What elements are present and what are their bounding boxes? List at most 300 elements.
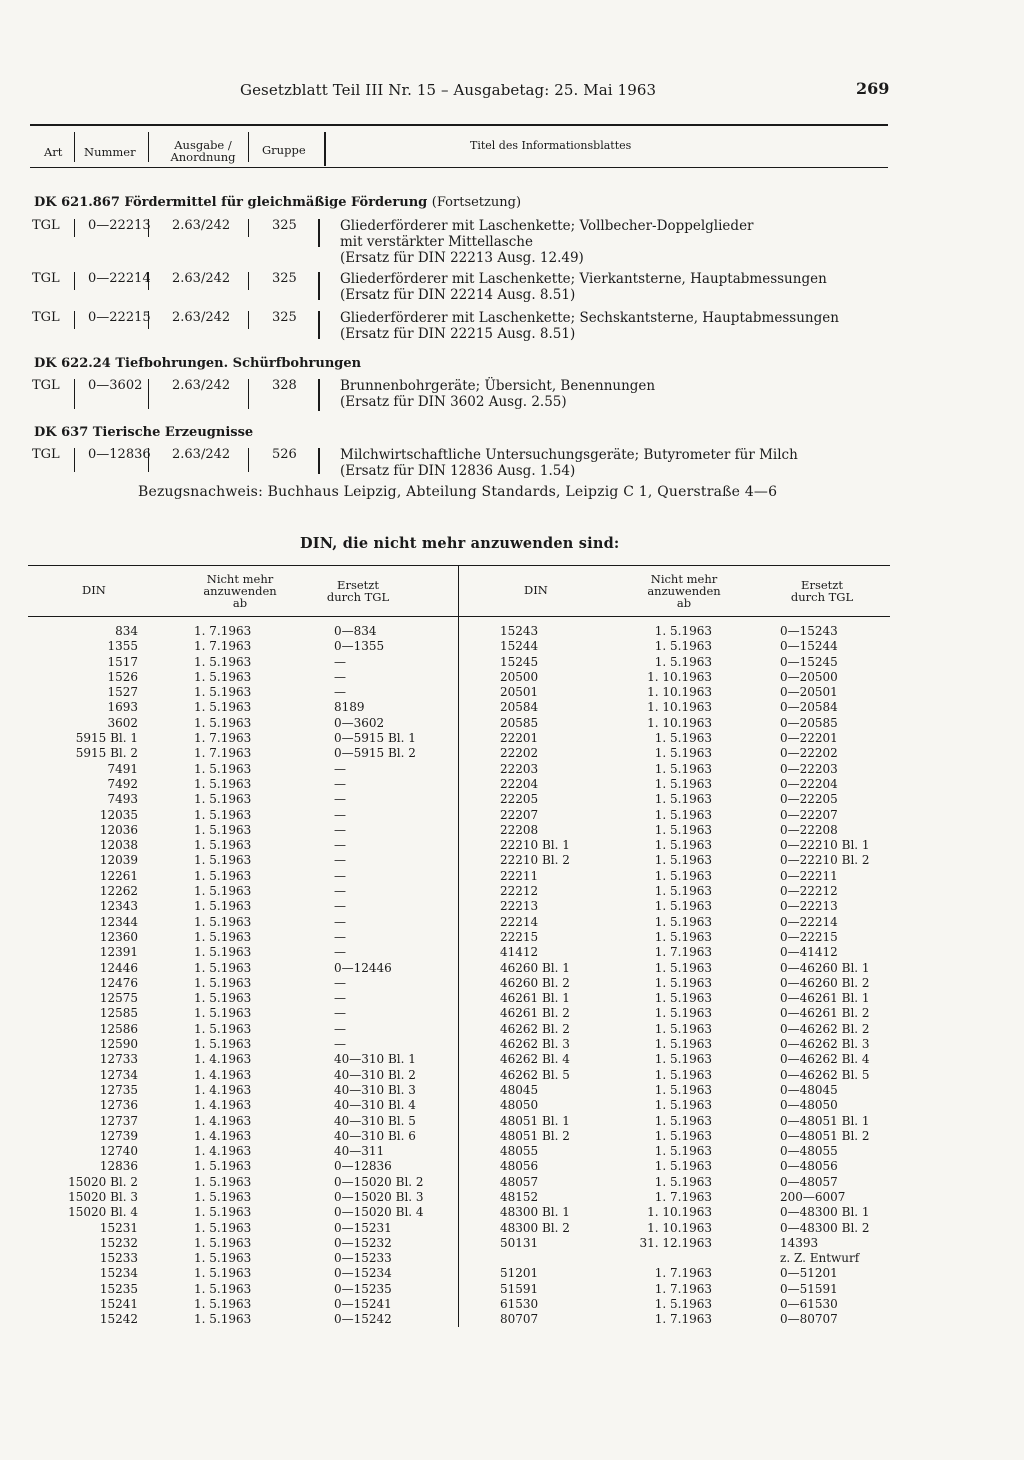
din-number: 48152	[500, 1189, 539, 1204]
nicht-mehr-ab-date: 1. 5.1963	[654, 899, 712, 914]
ersetzt-durch-tgl: 0—22212	[780, 884, 838, 899]
ersetzt-durch-tgl: 0—15020 Bl. 3	[334, 1189, 424, 1204]
ersetzt-durch-tgl: —	[334, 838, 346, 853]
entry-divider	[148, 448, 149, 472]
ersetzt-col-header	[318, 579, 398, 603]
din-table-row	[28, 639, 448, 654]
nicht-mehr-ab-date: 1. 5.1963	[654, 1144, 712, 1159]
nicht-mehr-line3: ab	[676, 596, 692, 610]
ersetzt-durch-tgl: 0—15235	[334, 1281, 392, 1296]
din-number: 12737	[99, 1113, 138, 1128]
din-number: 20585	[500, 715, 539, 730]
din-number: 48045	[500, 1082, 539, 1097]
col-header-ausgabe-line1: Ausgabe /	[174, 138, 232, 152]
entry-title-line: (Ersatz für DIN 22214 Ausg. 8.51)	[340, 287, 576, 303]
entry-number: 0—22214	[88, 271, 151, 286]
ersetzt-durch-tgl: 40—310 Bl. 5	[334, 1113, 416, 1128]
ersetzt-durch-tgl: 8189	[334, 700, 365, 715]
din-number: 22212	[500, 884, 539, 899]
din-table-row	[500, 639, 890, 654]
entry-title-line: (Ersatz für DIN 12836 Ausg. 1.54)	[340, 463, 576, 479]
ersetzt-durch-tgl: 0—46260 Bl. 1	[780, 960, 870, 975]
din-table-row	[500, 1083, 890, 1098]
entry-title-line: (Ersatz für DIN 3602 Ausg. 2.55)	[340, 394, 567, 410]
nicht-mehr-ab-date: 1. 5.1963	[194, 1159, 252, 1174]
ersetzt-line1: Ersetzt	[337, 578, 379, 592]
din-number: 7492	[107, 776, 138, 791]
ersetzt-durch-tgl: 0—12836	[334, 1159, 392, 1174]
entry-divider	[74, 448, 75, 472]
din-number: 22207	[500, 807, 539, 822]
din-number: 51201	[500, 1266, 539, 1281]
nicht-mehr-ab-date: 1. 10.1963	[647, 700, 712, 715]
din-number: 46262 Bl. 4	[500, 1052, 570, 1067]
entry-divider	[148, 379, 149, 409]
din-table-row	[500, 746, 890, 761]
din-number: 15234	[99, 1266, 138, 1281]
din-number: 46261 Bl. 1	[500, 991, 570, 1006]
din-table-center-divider	[458, 565, 459, 1327]
entry-art: TGL	[32, 310, 60, 325]
din-number: 48300 Bl. 1	[500, 1205, 570, 1220]
entry-divider	[318, 379, 320, 411]
din-table-row	[500, 1175, 890, 1190]
ersetzt-durch-tgl: 0—46262 Bl. 3	[780, 1037, 870, 1052]
ersetzt-durch-tgl: 0—48300 Bl. 1	[780, 1205, 870, 1220]
entry-divider	[318, 272, 320, 300]
din-table-row	[28, 1022, 448, 1037]
entry-art: TGL	[32, 447, 60, 462]
din-number: 15232	[99, 1235, 138, 1250]
din-number: 12733	[99, 1052, 138, 1067]
din-number: 22204	[500, 776, 539, 791]
din-table-row	[500, 1282, 890, 1297]
ersetzt-durch-tgl: —	[334, 822, 346, 837]
nicht-mehr-ab-date: 1. 10.1963	[647, 1205, 712, 1220]
din-number: 46260 Bl. 1	[500, 960, 570, 975]
ersetzt-durch-tgl: 0—22204	[780, 776, 838, 791]
din-table-row	[500, 792, 890, 807]
din-number: 48050	[500, 1098, 539, 1113]
ersetzt-durch-tgl: 0—5915 Bl. 1	[334, 731, 416, 746]
din-number: 48051 Bl. 1	[500, 1113, 570, 1128]
din-number: 46262 Bl. 3	[500, 1037, 570, 1052]
din-table-row	[28, 1236, 448, 1251]
din-table-row	[28, 1190, 448, 1205]
din-table-row	[28, 1037, 448, 1052]
din-table-row	[28, 869, 448, 884]
nicht-mehr-ab-date: 1. 5.1963	[654, 929, 712, 944]
ersetzt-durch-tgl: 0—22208	[780, 822, 838, 837]
col-header-titel: Titel des Informationsblattes	[470, 139, 632, 152]
nicht-mehr-ab-date: 1. 10.1963	[647, 715, 712, 730]
din-number: 15020 Bl. 3	[68, 1189, 138, 1204]
nicht-mehr-ab-date: 1. 5.1963	[654, 822, 712, 837]
entry-title-line: Gliederförderer mit Laschenkette; Vollbecher-Doppelglieder	[340, 218, 754, 234]
ersetzt-durch-tgl: 0—48057	[780, 1174, 838, 1189]
nicht-mehr-ab-date: 1. 5.1963	[654, 884, 712, 899]
nicht-mehr-ab-date: 1. 5.1963	[194, 1037, 252, 1052]
din-number: 12736	[99, 1098, 138, 1113]
din-number: 5915 Bl. 1	[75, 731, 138, 746]
din-table-row	[500, 899, 890, 914]
din-number: 12035	[99, 807, 138, 822]
ersetzt-durch-tgl: 40—310 Bl. 4	[334, 1098, 416, 1113]
din-table-rule-top	[28, 565, 890, 566]
nicht-mehr-ab-date: 1. 5.1963	[654, 1159, 712, 1174]
din-table-row	[28, 853, 448, 868]
entry-title	[340, 271, 827, 303]
din-table-row	[500, 853, 890, 868]
din-table-row	[28, 1266, 448, 1281]
nicht-mehr-ab-date: 1. 5.1963	[194, 654, 252, 669]
din-table-row	[28, 915, 448, 930]
din-table-row	[28, 1282, 448, 1297]
din-number: 12575	[99, 991, 138, 1006]
din-number: 15243	[500, 624, 539, 638]
din-number: 46260 Bl. 2	[500, 975, 570, 990]
ersetzt-durch-tgl: 0—22202	[780, 746, 838, 761]
ersetzt-durch-tgl: 0—51591	[780, 1281, 838, 1296]
ersetzt-durch-tgl: 0—46262 Bl. 2	[780, 1021, 870, 1036]
ersetzt-durch-tgl: —	[334, 853, 346, 868]
nicht-mehr-ab-date: 1. 5.1963	[194, 685, 252, 700]
din-number: 12262	[99, 884, 138, 899]
ersetzt-durch-tgl: 0—15232	[334, 1235, 392, 1250]
nicht-mehr-ab-date: 1. 4.1963	[194, 1082, 252, 1097]
nicht-mehr-line2: anzuwenden	[647, 584, 721, 598]
nicht-mehr-ab-date: 1. 5.1963	[194, 838, 252, 853]
entry-divider	[74, 219, 75, 237]
ersetzt-durch-tgl: —	[334, 1021, 346, 1036]
ersetzt-durch-tgl: 0—20500	[780, 669, 838, 684]
entry-title	[340, 447, 798, 479]
col-divider	[148, 132, 149, 162]
din-table-row	[500, 1251, 890, 1266]
din-number: 46261 Bl. 2	[500, 1006, 570, 1021]
din-number: 46262 Bl. 2	[500, 1021, 570, 1036]
nicht-mehr-ab-date: 1. 5.1963	[194, 1235, 252, 1250]
entry-divider	[318, 311, 320, 339]
ersetzt-durch-tgl: 40—310 Bl. 3	[334, 1082, 416, 1097]
nicht-mehr-ab-date: 1. 5.1963	[194, 975, 252, 990]
din-table-row	[500, 1159, 890, 1174]
din-number: 3602	[107, 715, 138, 730]
nicht-mehr-col-header	[190, 573, 290, 609]
din-number: 12036	[99, 822, 138, 837]
din-col-header: DIN	[82, 583, 106, 597]
din-number: 15020 Bl. 4	[68, 1205, 138, 1220]
ersetzt-durch-tgl: 0—22214	[780, 914, 838, 929]
din-number: 1527	[107, 685, 138, 700]
ersetzt-durch-tgl: 0—15020 Bl. 4	[334, 1205, 424, 1220]
nicht-mehr-ab-date: 1. 5.1963	[654, 914, 712, 929]
din-table-row	[500, 700, 890, 715]
din-table-row	[28, 624, 448, 639]
ersetzt-line1: Ersetzt	[801, 578, 843, 592]
din-table-row	[28, 899, 448, 914]
nicht-mehr-ab-date: 1. 5.1963	[194, 1189, 252, 1204]
ersetzt-durch-tgl: 0—46262 Bl. 5	[780, 1067, 870, 1082]
din-number: 15233	[99, 1251, 138, 1266]
ersetzt-durch-tgl: 200—6007	[780, 1189, 846, 1204]
ersetzt-durch-tgl: 0—15234	[334, 1266, 392, 1281]
nicht-mehr-ab-date: 1. 5.1963	[654, 868, 712, 883]
ersetzt-durch-tgl: 0—834	[334, 624, 377, 638]
nicht-mehr-ab-date: 1. 7.1963	[654, 1312, 712, 1327]
entry-divider	[248, 272, 249, 290]
entry-title	[340, 218, 754, 266]
nicht-mehr-col-header	[634, 573, 734, 609]
din-number: 15235	[99, 1281, 138, 1296]
nicht-mehr-line1: Nicht mehr	[206, 572, 274, 586]
din-number: 12038	[99, 838, 138, 853]
ersetzt-line2: durch TGL	[326, 590, 390, 604]
nicht-mehr-ab-date: 1. 5.1963	[654, 1113, 712, 1128]
din-number: 12836	[99, 1159, 138, 1174]
nicht-mehr-ab-date: 1. 7.1963	[654, 1266, 712, 1281]
nicht-mehr-ab-date: 1. 7.1963	[194, 731, 252, 746]
nicht-mehr-ab-date: 1. 5.1963	[654, 1082, 712, 1097]
ersetzt-durch-tgl: 0—22210 Bl. 1	[780, 838, 870, 853]
nicht-mehr-ab-date: 1. 5.1963	[194, 1266, 252, 1281]
din-table-row	[28, 1251, 448, 1266]
nicht-mehr-ab-date: 1. 5.1963	[654, 624, 712, 638]
ersetzt-durch-tgl: 0—48051 Bl. 2	[780, 1128, 870, 1143]
bezugsnachweis: Bezugsnachweis: Buchhaus Leipzig, Abteilung Standards, Leipzig C 1, Querstraße 4—6	[138, 484, 778, 500]
din-number: 48300 Bl. 2	[500, 1220, 570, 1235]
nicht-mehr-ab-date: 1. 5.1963	[194, 822, 252, 837]
din-table-row	[28, 1159, 448, 1174]
nicht-mehr-ab-date: 1. 5.1963	[654, 991, 712, 1006]
nicht-mehr-ab-date: 1. 5.1963	[194, 1174, 252, 1189]
entry-divider	[74, 272, 75, 290]
entry-title	[340, 378, 655, 410]
din-number: 15241	[99, 1297, 138, 1312]
din-table-row	[28, 670, 448, 685]
ersetzt-durch-tgl: —	[334, 685, 346, 700]
ersetzt-durch-tgl: —	[334, 669, 346, 684]
nicht-mehr-ab-date: 1. 7.1963	[654, 945, 712, 960]
nicht-mehr-ab-date: 1. 5.1963	[654, 1067, 712, 1082]
section-heading	[34, 195, 521, 210]
entry-ausgabe: 2.63/242	[172, 447, 231, 462]
nicht-mehr-ab-date: 1. 5.1963	[654, 1297, 712, 1312]
din-number: 15245	[500, 654, 539, 669]
entry-number: 0—12836	[88, 447, 151, 462]
din-number: 12740	[99, 1144, 138, 1159]
ersetzt-durch-tgl: —	[334, 991, 346, 1006]
nicht-mehr-ab-date: 1. 4.1963	[194, 1113, 252, 1128]
din-number: 22210 Bl. 1	[500, 838, 570, 853]
din-table-row	[28, 1083, 448, 1098]
ersetzt-durch-tgl: —	[334, 914, 346, 929]
col-header-ausgabe-line2: Anordnung	[170, 150, 236, 164]
din-table-row	[500, 670, 890, 685]
din-table-row	[500, 961, 890, 976]
ersetzt-durch-tgl: 0—15244	[780, 639, 838, 654]
entry-title	[340, 310, 839, 342]
entry-art: TGL	[32, 271, 60, 286]
din-number: 1693	[107, 700, 138, 715]
nicht-mehr-ab-date: 1. 5.1963	[194, 1006, 252, 1021]
din-table-row	[500, 1221, 890, 1236]
din-number: 22213	[500, 899, 539, 914]
din-number: 61530	[500, 1297, 539, 1312]
ersetzt-line2: durch TGL	[790, 590, 854, 604]
section-heading-text: DK 621.867 Fördermittel für gleichmäßige Förderung	[34, 195, 428, 210]
nicht-mehr-ab-date: 31. 12.1963	[639, 1235, 712, 1250]
din-table-row	[28, 762, 448, 777]
din-table-row	[500, 731, 890, 746]
din-number: 22214	[500, 914, 539, 929]
nicht-mehr-line2: anzuwenden	[203, 584, 277, 598]
din-table-row	[500, 930, 890, 945]
din-table-left-rows	[28, 624, 448, 1328]
nicht-mehr-ab-date: 1. 10.1963	[647, 669, 712, 684]
nicht-mehr-ab-date: 1. 5.1963	[654, 1037, 712, 1052]
din-table-row	[500, 991, 890, 1006]
nicht-mehr-ab-date: 1. 5.1963	[654, 1006, 712, 1021]
din-table-row	[500, 1129, 890, 1144]
page-number: 269	[856, 79, 890, 98]
nicht-mehr-ab-date: 1. 4.1963	[194, 1128, 252, 1143]
ersetzt-durch-tgl: 40—310 Bl. 2	[334, 1067, 416, 1082]
entry-ausgabe: 2.63/242	[172, 378, 231, 393]
din-number: 22205	[500, 792, 539, 807]
din-table-row	[500, 1144, 890, 1159]
din-table-row	[500, 869, 890, 884]
entry-number: 0—22215	[88, 310, 151, 325]
din-table-row	[28, 1006, 448, 1021]
din-number: 12585	[99, 1006, 138, 1021]
nicht-mehr-ab-date: 1. 5.1963	[654, 1128, 712, 1143]
ersetzt-durch-tgl: —	[334, 761, 346, 776]
ersetzt-durch-tgl: 0—48300 Bl. 2	[780, 1220, 870, 1235]
col-header-nummer: Nummer	[84, 145, 136, 159]
din-table-row	[500, 1022, 890, 1037]
ersetzt-durch-tgl: 0—48056	[780, 1159, 838, 1174]
din-table-row	[28, 1297, 448, 1312]
entry-divider	[74, 311, 75, 329]
ersetzt-durch-tgl: 0—20501	[780, 685, 838, 700]
nicht-mehr-ab-date: 1. 5.1963	[654, 975, 712, 990]
din-table-row	[28, 655, 448, 670]
din-table-heading: DIN, die nicht mehr anzuwenden sind:	[300, 535, 620, 552]
din-number: 12586	[99, 1021, 138, 1036]
nicht-mehr-ab-date: 1. 5.1963	[194, 914, 252, 929]
entry-divider	[74, 379, 75, 409]
nicht-mehr-ab-date: 1. 5.1963	[654, 776, 712, 791]
ersetzt-durch-tgl: 0—5915 Bl. 2	[334, 746, 416, 761]
header-rule-top	[30, 124, 888, 126]
din-table-row	[500, 655, 890, 670]
nicht-mehr-ab-date: 1. 5.1963	[194, 899, 252, 914]
ersetzt-durch-tgl: —	[334, 807, 346, 822]
din-table-row	[500, 1006, 890, 1021]
nicht-mehr-ab-date: 1. 7.1963	[654, 1281, 712, 1296]
ersetzt-durch-tgl: 0—41412	[780, 945, 838, 960]
ersetzt-durch-tgl: —	[334, 945, 346, 960]
din-table-row	[28, 838, 448, 853]
entry-title-line: (Ersatz für DIN 22215 Ausg. 8.51)	[340, 326, 576, 342]
nicht-mehr-ab-date: 1. 5.1963	[654, 792, 712, 807]
din-number: 834	[115, 624, 138, 638]
din-table-row	[500, 685, 890, 700]
ersetzt-durch-tgl: 0—46261 Bl. 2	[780, 1006, 870, 1021]
nicht-mehr-ab-date: 1. 7.1963	[194, 624, 252, 638]
ersetzt-durch-tgl: 14393	[780, 1235, 819, 1250]
nicht-mehr-ab-date: 1. 10.1963	[647, 685, 712, 700]
din-table-row	[28, 991, 448, 1006]
nicht-mehr-ab-date: 1. 5.1963	[194, 776, 252, 791]
ersetzt-durch-tgl: 0—15233	[334, 1251, 392, 1266]
ersetzt-durch-tgl: —	[334, 868, 346, 883]
nicht-mehr-ab-date: 1. 4.1963	[194, 1052, 252, 1067]
din-number: 20501	[500, 685, 539, 700]
nicht-mehr-ab-date: 1. 5.1963	[654, 1098, 712, 1113]
entry-divider	[248, 311, 249, 329]
din-number: 48056	[500, 1159, 539, 1174]
entry-title-line: Brunnenbohrgeräte; Übersicht, Benennungen	[340, 378, 656, 394]
entry-divider	[248, 448, 249, 472]
entry-gruppe: 325	[272, 271, 297, 286]
din-number: 48055	[500, 1144, 539, 1159]
din-number: 20500	[500, 669, 539, 684]
nicht-mehr-ab-date: 1. 5.1963	[194, 1297, 252, 1312]
din-number: 50131	[500, 1235, 539, 1250]
din-table-row	[28, 1144, 448, 1159]
din-number: 12360	[99, 929, 138, 944]
nicht-mehr-ab-date: 1. 5.1963	[654, 761, 712, 776]
din-table-row	[500, 1297, 890, 1312]
din-table-row	[500, 1312, 890, 1327]
ersetzt-durch-tgl: —	[334, 975, 346, 990]
din-table-row	[28, 716, 448, 731]
entry-divider	[248, 219, 249, 237]
ersetzt-durch-tgl: —	[334, 1037, 346, 1052]
din-table-row	[28, 976, 448, 991]
entry-divider	[148, 219, 149, 237]
din-table-row	[28, 792, 448, 807]
din-table-row	[28, 808, 448, 823]
nicht-mehr-ab-date: 1. 5.1963	[194, 1312, 252, 1327]
din-number: 15231	[99, 1220, 138, 1235]
din-table-row	[500, 945, 890, 960]
din-table-row	[28, 777, 448, 792]
din-table-row	[28, 746, 448, 761]
ersetzt-durch-tgl: 0—1355	[334, 639, 385, 654]
entry-divider	[148, 311, 149, 329]
din-table-row	[28, 1129, 448, 1144]
ersetzt-durch-tgl: 0—22205	[780, 792, 838, 807]
nicht-mehr-ab-date: 1. 5.1963	[194, 700, 252, 715]
din-number: 48057	[500, 1174, 539, 1189]
din-number: 12476	[99, 975, 138, 990]
nicht-mehr-ab-date: 1. 5.1963	[194, 960, 252, 975]
din-table-row	[28, 884, 448, 899]
ersetzt-durch-tgl: 0—22203	[780, 761, 838, 776]
entry-number: 0—3602	[88, 378, 143, 393]
ersetzt-durch-tgl: —	[334, 899, 346, 914]
din-table-row	[28, 1221, 448, 1236]
col-header-gruppe: Gruppe	[262, 143, 306, 157]
din-table-row	[500, 884, 890, 899]
din-number: 22202	[500, 746, 539, 761]
ersetzt-durch-tgl: —	[334, 884, 346, 899]
nicht-mehr-ab-date: 1. 5.1963	[654, 1021, 712, 1036]
entry-ausgabe: 2.63/242	[172, 271, 231, 286]
